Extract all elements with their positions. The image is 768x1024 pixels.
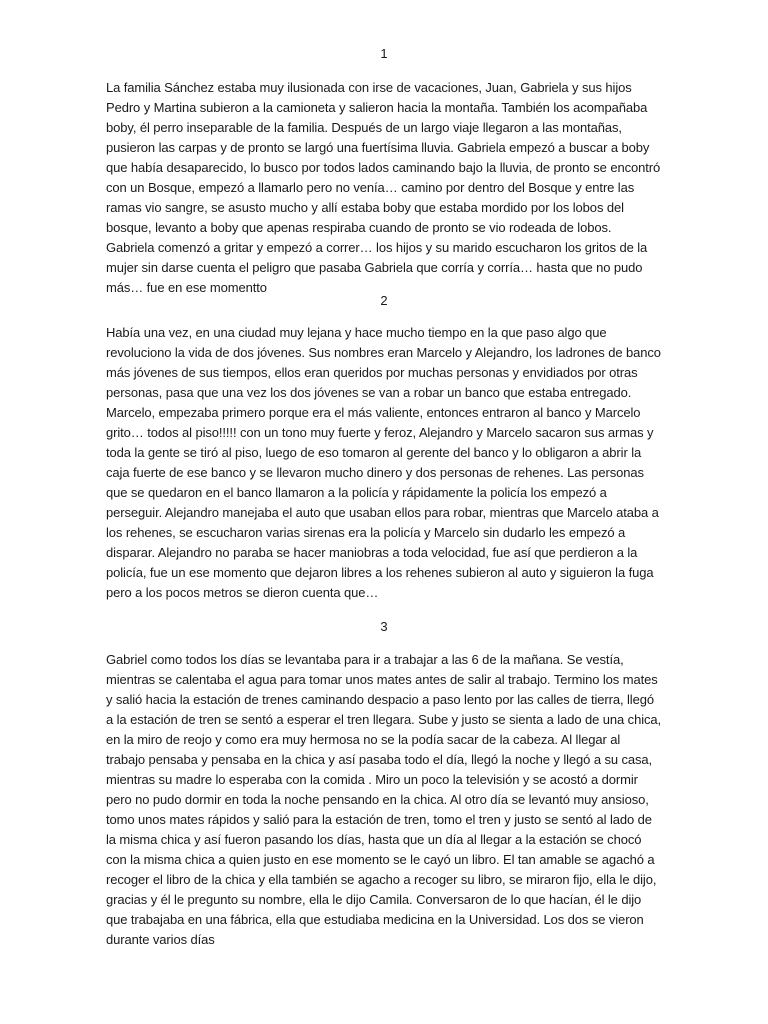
story-section-3 (106, 650, 662, 950)
story-paragraph: La familia Sánchez estaba muy ilusionada con irse de vacaciones, Juan, Gabriela y sus hijos Pedro y Martina subieron a la camioneta y salieron hacia la montaña. También los acompañaba boby, él perro inseparable de la familia. Después de un largo viaje llegaron a las montañas, pusieron las carpas y de pronto se largó una fuertísima lluvia. Gabriela empezó a buscar a boby que había desaparecido, lo busco por todos lados caminando bajo la lluvia, de pronto se encontró con un Bosque, empezó a llamarlo pero no venía… camino por dentro del Bosque y entre las ramas vio sangre, se asusto mucho y allí estaba boby que estaba mordido por los lobos del bosque, levanto a boby que apenas respiraba cuando de pronto se vio rodeada de lobos. Gabriela comenzó a gritar y empezó a correr… los hijos y su marido escucharon los gritos de la mujer sin darse cuenta el peligro que pasaba Gabriela que corría y corría… hasta que no pudo más… fue en ese momentto (106, 80, 661, 295)
story-section-1 (106, 78, 662, 298)
story-section-2 (106, 323, 662, 603)
section-number: 2 (380, 293, 388, 308)
story-paragraph: Gabriel como todos los días se levantaba para ir a trabajar a las 6 de la mañana. Se vestía, mientras se calentaba el agua para tomar unos mates antes de salir al trabajo. Termino los mates y salió hacia la estación de trenes caminando despacio a paso lento por las calles de tierra, llegó a la estación de tren se sentó a esperar el tren llegara. Sube y justo se sienta a lado de una chica, en la miro de reojo y como era muy hermosa no se la podía sacar de la cabeza. Al llegar al trabajo pensaba y pensaba en la chica y así pasaba todo el día, llegó la noche y llegó a su casa, mientras su madre lo esperaba con la comida . Miro un poco la televisión y se acostó a dormir pero no pudo dormir en toda la noche pensando en la chica. Al otro día se levantó muy ansioso, tomo unos mates rápidos y salió para la estación de tren, tomo el tren y justo se sentó al lado de la misma chica y así fueron pasando los días, hasta que un día al llegar a la estación se chocó con la misma chica a quien justo en ese momento se le cayó un libro. El tan amable se agachó a recoger el libro de la chica y ella también se agacho a recoger su libro, se miraron fijo, ella le dijo, gracias y él le pregunto su nombre, ella le dijo Camila. Conversaron de lo que hacían, él le dijo que trabajaba en una fábrica, ella que estudiaba medicina en la Universidad. Los dos se vieron durante varios días (106, 652, 662, 947)
section-number: 1 (380, 46, 388, 61)
section-number: 3 (380, 619, 388, 634)
story-paragraph: Había una vez, en una ciudad muy lejana y hace mucho tiempo en la que paso algo que revoluciono la vida de dos jóvenes. Sus nombres eran Marcelo y Alejandro, los ladrones de banco más jóvenes de sus tiempos, ellos eran queridos por muchas personas y envidiados por otras personas, pasa que una vez los dos jóvenes se van a robar un banco que estaba entregado. Marcelo, empezaba primero porque era el más valiente, entonces entraron al banco y Marcelo grito… todos al piso!!!!! con un tono muy fuerte y feroz, Alejandro y Marcelo sacaron sus armas y toda la gente se tiró al piso, luego de eso tomaron al gerente del banco y lo obligaron a abrir la caja fuerte de ese banco y se llevaron mucho dinero y dos personas de rehenes. Las personas que se quedaron en el banco llamaron a la policía y rápidamente la policía los empezó a perseguir. Alejandro manejaba el auto que usaban ellos para robar, mientras que Marcelo ataba a los rehenes, se escucharon varias sirenas era la policía y Marcelo sin dudarlo les empezó a disparar. Alejandro no paraba se hacer maniobras a toda velocidad, fue así que perdieron a la policía, fue un ese momento que dejaron libres a los rehenes subieron al auto y siguieron la fuga pero a los pocos metros se dieron cuenta que… (106, 325, 661, 600)
